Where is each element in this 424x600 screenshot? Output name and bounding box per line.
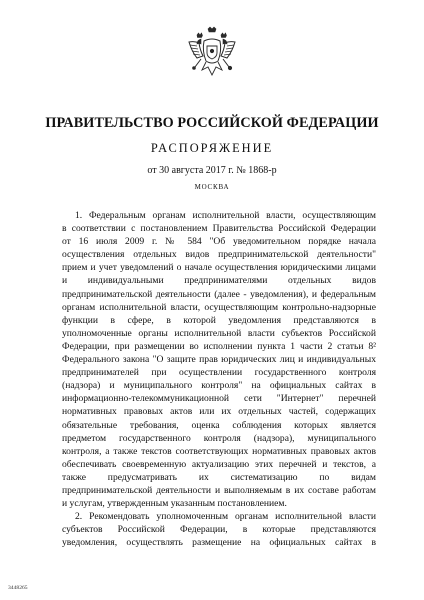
text-line: обязательные требования, оценка соблюдения которых является xyxy=(62,419,376,431)
text-line: 1. Федеральным органам исполнительной власти, осуществляющим xyxy=(75,210,376,221)
document-barcode-number: 3448265 xyxy=(8,585,28,591)
text-line: уполномоченные органы исполнительной власти субъектов Российской xyxy=(62,327,376,339)
text-line: Федерального закона "О защите прав юридических лиц и индивидуальных xyxy=(62,354,376,366)
text-line: предпринимательской деятельности и выполняемым в их составе работам xyxy=(62,484,376,496)
text-line: предпринимателей при осуществлении государственного контроля xyxy=(62,367,376,379)
paragraph-1 xyxy=(62,209,376,510)
text-line: прием и учет уведомлений о начале осуществления юридическими лицами xyxy=(62,262,376,274)
text-line: (надзора) и муниципального контроля" на официальных сайтах в xyxy=(62,380,376,392)
text-line: Федерации, при размещении во исполнении пункта 1 части 2 статьи 8² xyxy=(62,340,376,352)
text-line: функции в сфере, в которой уведомления представляются в xyxy=(62,314,376,326)
text-line: от 16 июля 2009 г. № 584 "Об уведомительном порядке начала xyxy=(62,236,376,248)
text-line: также предусматривать их систематизацию по видам xyxy=(62,471,376,483)
text-line: и индивидуальными предпринимателями отдельных видов xyxy=(62,275,376,287)
text-line: контроля, а также текстов соответствующих нормативных правовых актов xyxy=(62,445,376,457)
document-body xyxy=(62,209,376,549)
text-line: уведомления, осуществлять размещение на официальных сайтах в xyxy=(62,537,376,549)
document-date-number: от 30 августа 2017 г. № 1868-р xyxy=(147,165,277,176)
government-title: ПРАВИТЕЛЬСТВО РОССИЙСКОЙ ФЕДЕРАЦИИ xyxy=(45,115,379,131)
text-line: 2. Рекомендовать уполномоченным органам исполнительной власти xyxy=(75,511,376,523)
paragraph-2 xyxy=(62,510,376,549)
paragraph-container xyxy=(62,209,376,549)
text-line: нормативных правовых актов или их отдельных частей, содержащих xyxy=(62,406,376,418)
text-line: органам исполнительной власти, осуществляющим контрольно-надзорные xyxy=(62,301,376,313)
russian-eagle-emblem-icon xyxy=(187,26,237,82)
text-line: предметом государственного контроля (надзора), муниципального xyxy=(62,432,376,444)
text-line: в соответствии с постановлением Правительства Российской Федерации xyxy=(62,223,376,235)
document-city: МОСКВА xyxy=(194,183,230,191)
text-line: информационно-телекоммуникационной сети "Интернет" перечней xyxy=(62,393,376,405)
document-type: РАСПОРЯЖЕНИЕ xyxy=(150,141,274,155)
text-line: осуществления отдельных видов предпринимательской деятельности" xyxy=(62,249,376,261)
text-line: обеспечивать своевременную актуализацию этих перечней и текстов, а xyxy=(62,458,376,470)
text-line: предпринимательской деятельности (далее - уведомления), и федеральным xyxy=(62,288,376,300)
text-line: субъектов Российской Федерации, в которые представляются xyxy=(62,524,376,536)
text-line: и услугам, утвержденным указанным постановлением. xyxy=(62,498,287,510)
